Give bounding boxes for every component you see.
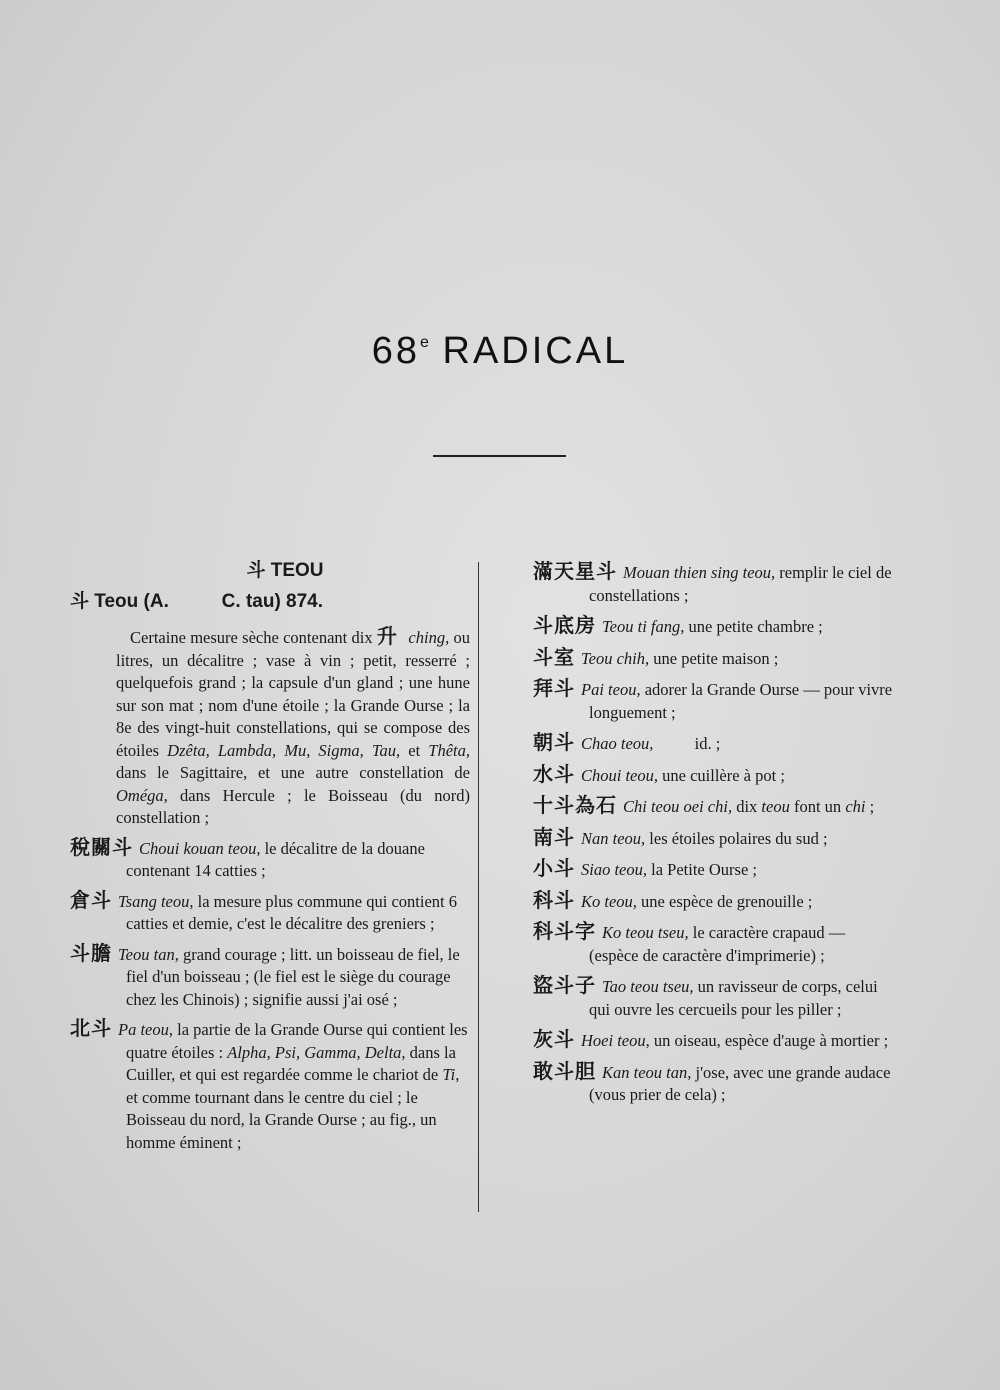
entry-chars: 十斗為石 bbox=[533, 793, 617, 817]
entry-romanization: Choui teou, bbox=[581, 765, 658, 785]
dictionary-entry bbox=[533, 889, 893, 914]
definition-text: Certaine mesure sèche contenant dix bbox=[130, 628, 377, 647]
dictionary-entry bbox=[533, 646, 893, 671]
entry-romanization: Teou tan, bbox=[118, 944, 179, 964]
dictionary-entry bbox=[533, 731, 893, 756]
right-column bbox=[533, 560, 893, 1114]
dictionary-entry bbox=[70, 889, 470, 936]
dictionary-entry bbox=[70, 836, 470, 883]
entry-heading bbox=[70, 591, 470, 614]
entry-definition: une petite maison ; bbox=[649, 648, 779, 668]
entry-definition: dans la Cuiller, et qui est regardée comme le chariot de bbox=[126, 1042, 456, 1084]
dictionary-entry bbox=[533, 763, 893, 788]
dictionary-entry bbox=[533, 974, 893, 1021]
entry-chars: 敢斗胆 bbox=[533, 1058, 596, 1083]
dictionary-entry bbox=[70, 942, 470, 1012]
entry-romanization: Tsang teou, bbox=[118, 891, 194, 911]
entry-romanization: Siao teou, bbox=[581, 860, 647, 879]
entry-definition: grand courage ; litt. un boisseau de fiel, le fiel d'un boisseau ; (le fiel est le siège du courage chez les Chinois) ; signifie aussi j'ai osé ; bbox=[126, 944, 460, 1009]
entry-definition: et comme tournant dans le centre du ciel ; le Boisseau du nord, la Grande Ourse ; au fig., un homme éminent ; bbox=[126, 1087, 437, 1152]
left-column bbox=[70, 560, 470, 1160]
entry-romanization: Tao teou tseu, bbox=[602, 977, 694, 996]
column-divider bbox=[478, 562, 479, 1212]
entry-definition: dix bbox=[732, 797, 762, 816]
definition-italic: Oméga, bbox=[116, 785, 168, 805]
title-word: RADICAL bbox=[442, 330, 629, 372]
dictionary-entry bbox=[533, 1060, 893, 1107]
page-title bbox=[0, 330, 1000, 373]
definition-text: dans le Sagittaire, et une autre constellation de bbox=[116, 763, 470, 782]
definition-italic: ching, bbox=[408, 628, 450, 647]
entry-romanization: Choui kouan teou, bbox=[139, 838, 261, 858]
entry-definition: adorer la Grande Ourse — pour vivre longuement ; bbox=[589, 680, 893, 722]
definition-text: ou litres, un décalitre ; vase à vin ; petit, resserré ; quelquefois grand ; la capsule d'un gland ; une hune sur son mat ; nom d'une étoile ; la Grande Ourse ; la 8e des vingt-huit constellations, qui se compose des étoiles bbox=[116, 628, 471, 760]
entry-definition: remplir le ciel de constellations ; bbox=[589, 563, 892, 605]
entry-chars: 倉斗 bbox=[70, 887, 112, 912]
entry-chars: 小斗 bbox=[533, 856, 575, 880]
entry-romanization: Teou ti fang, bbox=[602, 617, 685, 636]
entry-romanization: Chi teou oei chi, bbox=[623, 797, 733, 816]
entry-romanization: Ko teou, bbox=[581, 891, 637, 911]
dictionary-entry bbox=[533, 614, 893, 639]
entry-definition: j'ose, avec une grande audace (vous prier de cela) ; bbox=[589, 1062, 891, 1104]
entry-definition: le décalitre de la douane contenant 14 catties ; bbox=[126, 838, 425, 880]
entry-definition: un oiseau, espèce d'auge à mortier ; bbox=[649, 1031, 889, 1050]
entry-definition: la Petite Ourse ; bbox=[647, 860, 757, 879]
main-definition bbox=[70, 625, 470, 830]
entry-chars: 科斗字 bbox=[533, 919, 596, 943]
entry-romanization: Mouan thien sing teou, bbox=[623, 563, 776, 582]
entry-chars: 灰斗 bbox=[533, 1027, 575, 1051]
dictionary-entry bbox=[533, 677, 893, 724]
entry-heading-text: Teou (A. C. tau) 874. bbox=[94, 590, 324, 612]
entry-romanization: Hoei teou, bbox=[581, 1031, 650, 1050]
definition-text: dans Hercule ; le Boisseau (du nord) constellation ; bbox=[116, 785, 470, 827]
entry-chars: 北斗 bbox=[70, 1016, 112, 1040]
definition-text: et bbox=[400, 740, 429, 760]
entry-chars: 南斗 bbox=[533, 824, 575, 849]
dictionary-entry bbox=[533, 794, 893, 819]
entry-chars: 稅關斗 bbox=[70, 834, 133, 859]
entry-heading-char: 斗 bbox=[70, 590, 90, 612]
entry-chars: 拜斗 bbox=[533, 676, 575, 700]
entry-romanization: Teou chih, bbox=[581, 648, 650, 668]
radical-heading: 斗 TEOU bbox=[246, 560, 324, 581]
definition-italic: Dzêta, Lambda, Mu, Sigma, Tau, bbox=[167, 740, 401, 760]
entry-definition: la partie de la Grande Ourse qui contient les quatre étoiles : bbox=[126, 1020, 468, 1062]
entry-romanization: Ti, bbox=[442, 1065, 460, 1084]
entry-definition: une petite chambre ; bbox=[684, 617, 823, 636]
entry-chars: 水斗 bbox=[533, 761, 575, 786]
entry-definition: un ravisseur de corps, celui qui ouvre les cercueils pour les piller ; bbox=[589, 977, 878, 1019]
entry-chars: 斗底房 bbox=[533, 613, 596, 637]
entry-romanization: Chao teou, bbox=[581, 734, 654, 753]
entry-chars: 滿天星斗 bbox=[533, 559, 617, 583]
title-rule bbox=[433, 455, 566, 457]
dictionary-entry bbox=[533, 857, 893, 882]
entry-romanization: Alpha, Psi, Gamma, Delta, bbox=[227, 1042, 406, 1062]
entry-chars: 朝斗 bbox=[533, 730, 575, 754]
entry-definition: les étoiles polaires du sud ; bbox=[645, 828, 828, 848]
entry-romanization: Ko teou tseu, bbox=[602, 923, 689, 942]
entry-definition: ; bbox=[865, 797, 875, 816]
entry-definition: id. ; bbox=[653, 734, 721, 753]
entry-romanization: teou bbox=[761, 797, 790, 816]
entry-chars: 斗室 bbox=[533, 644, 575, 669]
dictionary-entry bbox=[533, 1028, 893, 1053]
entry-chars: 盜斗子 bbox=[533, 973, 596, 997]
dictionary-entry bbox=[533, 560, 893, 607]
entry-romanization: Pa teou, bbox=[118, 1020, 173, 1039]
entry-definition: une espèce de grenouille ; bbox=[636, 891, 813, 911]
definition-char: 升 bbox=[376, 624, 399, 648]
dictionary-entry bbox=[533, 920, 893, 967]
entry-romanization: Nan teou, bbox=[581, 828, 646, 848]
entry-definition: le caractère crapaud — (espèce de caractère d'imprimerie) ; bbox=[589, 923, 846, 965]
entry-definition: la mesure plus commune qui contient 6 catties et demie, c'est le décalitre des greniers ; bbox=[126, 891, 457, 933]
entry-romanization: Kan teou tan, bbox=[602, 1062, 692, 1082]
dictionary-entry bbox=[70, 1017, 470, 1154]
entry-romanization: Pai teou, bbox=[581, 680, 641, 699]
entry-definition: une cuillère à pot ; bbox=[658, 765, 785, 785]
entry-romanization: chi bbox=[845, 797, 866, 816]
title-number: 68 bbox=[371, 330, 421, 372]
entry-chars: 斗膽 bbox=[70, 940, 112, 965]
entry-definition: font un bbox=[789, 797, 846, 816]
title-sup: e bbox=[420, 334, 429, 351]
definition-italic: Thêta, bbox=[428, 740, 470, 760]
entry-chars: 科斗 bbox=[533, 887, 575, 912]
dictionary-entry bbox=[533, 826, 893, 851]
